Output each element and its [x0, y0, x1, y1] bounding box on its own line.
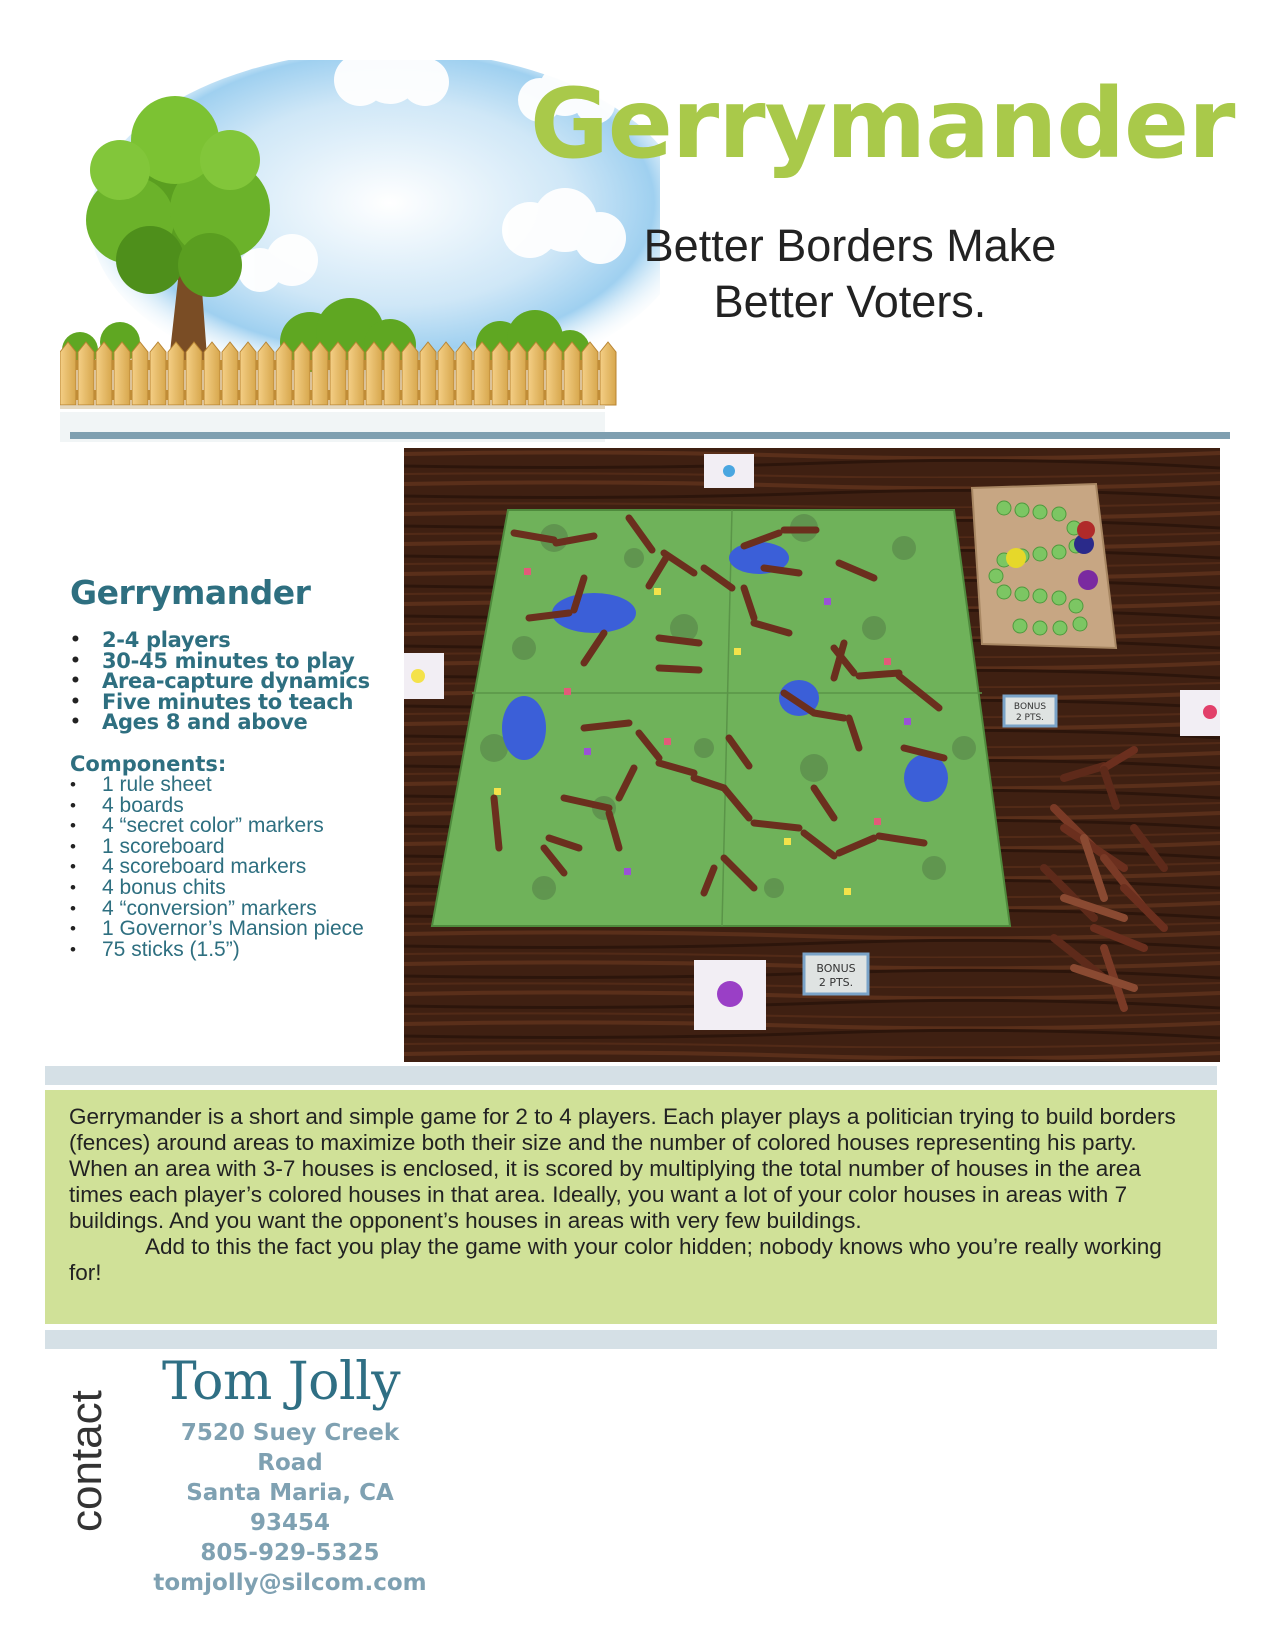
page-title: Gerrymander: [530, 68, 1235, 180]
fence-picket: [78, 342, 94, 405]
tagline-line-2: Better Voters.: [713, 276, 987, 327]
fence-picket: [150, 342, 166, 405]
contact-label: contact: [62, 1390, 111, 1532]
fence-picket: [546, 342, 562, 405]
fence-picket: [384, 342, 400, 405]
fence-picket: [402, 342, 418, 405]
bonus-chit-2-line-1: BONUS: [816, 962, 856, 975]
bonus-chit-1-line-1: BONUS: [1013, 702, 1047, 712]
tagline-line-1: Better Borders Make: [643, 220, 1057, 271]
fence-picket: [348, 342, 364, 405]
divider-band: [45, 1066, 1217, 1085]
component-item: • 4 “secret color” markers: [70, 816, 410, 837]
description-paragraph-2: Add to this the fact you play the game with your color hidden; nobody knows who you’re really working for!: [69, 1234, 1162, 1285]
fence-picket: [600, 342, 616, 405]
bonus-chit-1-line-2: 2 PTS.: [1015, 713, 1045, 723]
fence-picket: [456, 342, 472, 405]
game-board-photo: [404, 448, 1220, 1062]
contact-email[interactable]: tomjolly@silcom.com: [153, 1570, 427, 1596]
component-item: • 4 scoreboard markers: [70, 857, 410, 878]
components-heading: Components:: [70, 751, 227, 776]
fence-picket: [438, 342, 454, 405]
info-heading: Gerrymander: [70, 573, 311, 612]
component-item: • 4 “conversion” markers: [70, 899, 410, 920]
contact-address-line-2: Santa Maria, CA 93454: [186, 1480, 394, 1536]
tagline: [580, 218, 1120, 330]
fence-picket: [528, 342, 544, 405]
fence-picket: [474, 342, 490, 405]
component-item: • 75 sticks (1.5”): [70, 940, 410, 961]
feature-list: [70, 630, 410, 733]
fence-picket: [510, 342, 526, 405]
components-list: [70, 772, 410, 961]
fence-picket: [186, 342, 202, 405]
fence-picket: [276, 342, 292, 405]
feature-item: • Ages 8 and above: [70, 712, 410, 733]
fence-picket: [222, 342, 238, 405]
component-item: • 1 Governor’s Mansion piece: [70, 919, 410, 940]
bonus-chit-2-line-2: 2 PTS.: [818, 976, 854, 989]
fence-picket: [564, 342, 580, 405]
fence-picket: [420, 342, 436, 405]
contact-address-line-1: 7520 Suey Creek Road: [180, 1420, 400, 1476]
fence-picket: [366, 342, 382, 405]
contact-phone: 805-929-5325: [200, 1540, 380, 1566]
feature-item: • 2-4 players: [70, 630, 410, 651]
feature-item: • Five minutes to teach: [70, 692, 410, 713]
fence-picket: [312, 342, 328, 405]
fence-picket: [204, 342, 220, 405]
fence-picket: [492, 342, 508, 405]
fence-picket: [330, 342, 346, 405]
fence-picket: [114, 342, 130, 405]
header-divider: [70, 432, 1230, 439]
fence-picket: [96, 342, 112, 405]
description-paragraph-1: Gerrymander is a short and simple game for 2 to 4 players. Each player plays a politician trying to build borders (fences) around areas to maximize both their size and the number of colored houses representing his party. When an area with 3-7 houses is enclosed, it is scored by multiplying the total number of houses in the area times each player’s colored houses in that area. Ideally, you want a lot of your color houses in areas with 7 buildings. And you want the opponent’s houses in areas with very few buildings.: [69, 1104, 1176, 1233]
divider-band: [45, 1330, 1217, 1349]
component-item: • 4 bonus chits: [70, 878, 410, 899]
contact-name: Tom Jolly: [162, 1352, 401, 1412]
fence-picket: [258, 342, 274, 405]
fence-picket: [294, 342, 310, 405]
fence-picket: [168, 342, 184, 405]
component-item: • 1 rule sheet: [70, 775, 410, 796]
component-item: • 4 boards: [70, 796, 410, 817]
game-description: [45, 1090, 1217, 1324]
feature-item: • Area-capture dynamics: [70, 671, 410, 692]
fence-picket: [582, 342, 598, 405]
fence-picket: [132, 342, 148, 405]
game-info: [70, 573, 410, 960]
fence-picket: [240, 342, 256, 405]
contact-details: [150, 1418, 430, 1598]
component-item: • 1 scoreboard: [70, 837, 410, 858]
feature-item: • 30-45 minutes to play: [70, 651, 410, 672]
